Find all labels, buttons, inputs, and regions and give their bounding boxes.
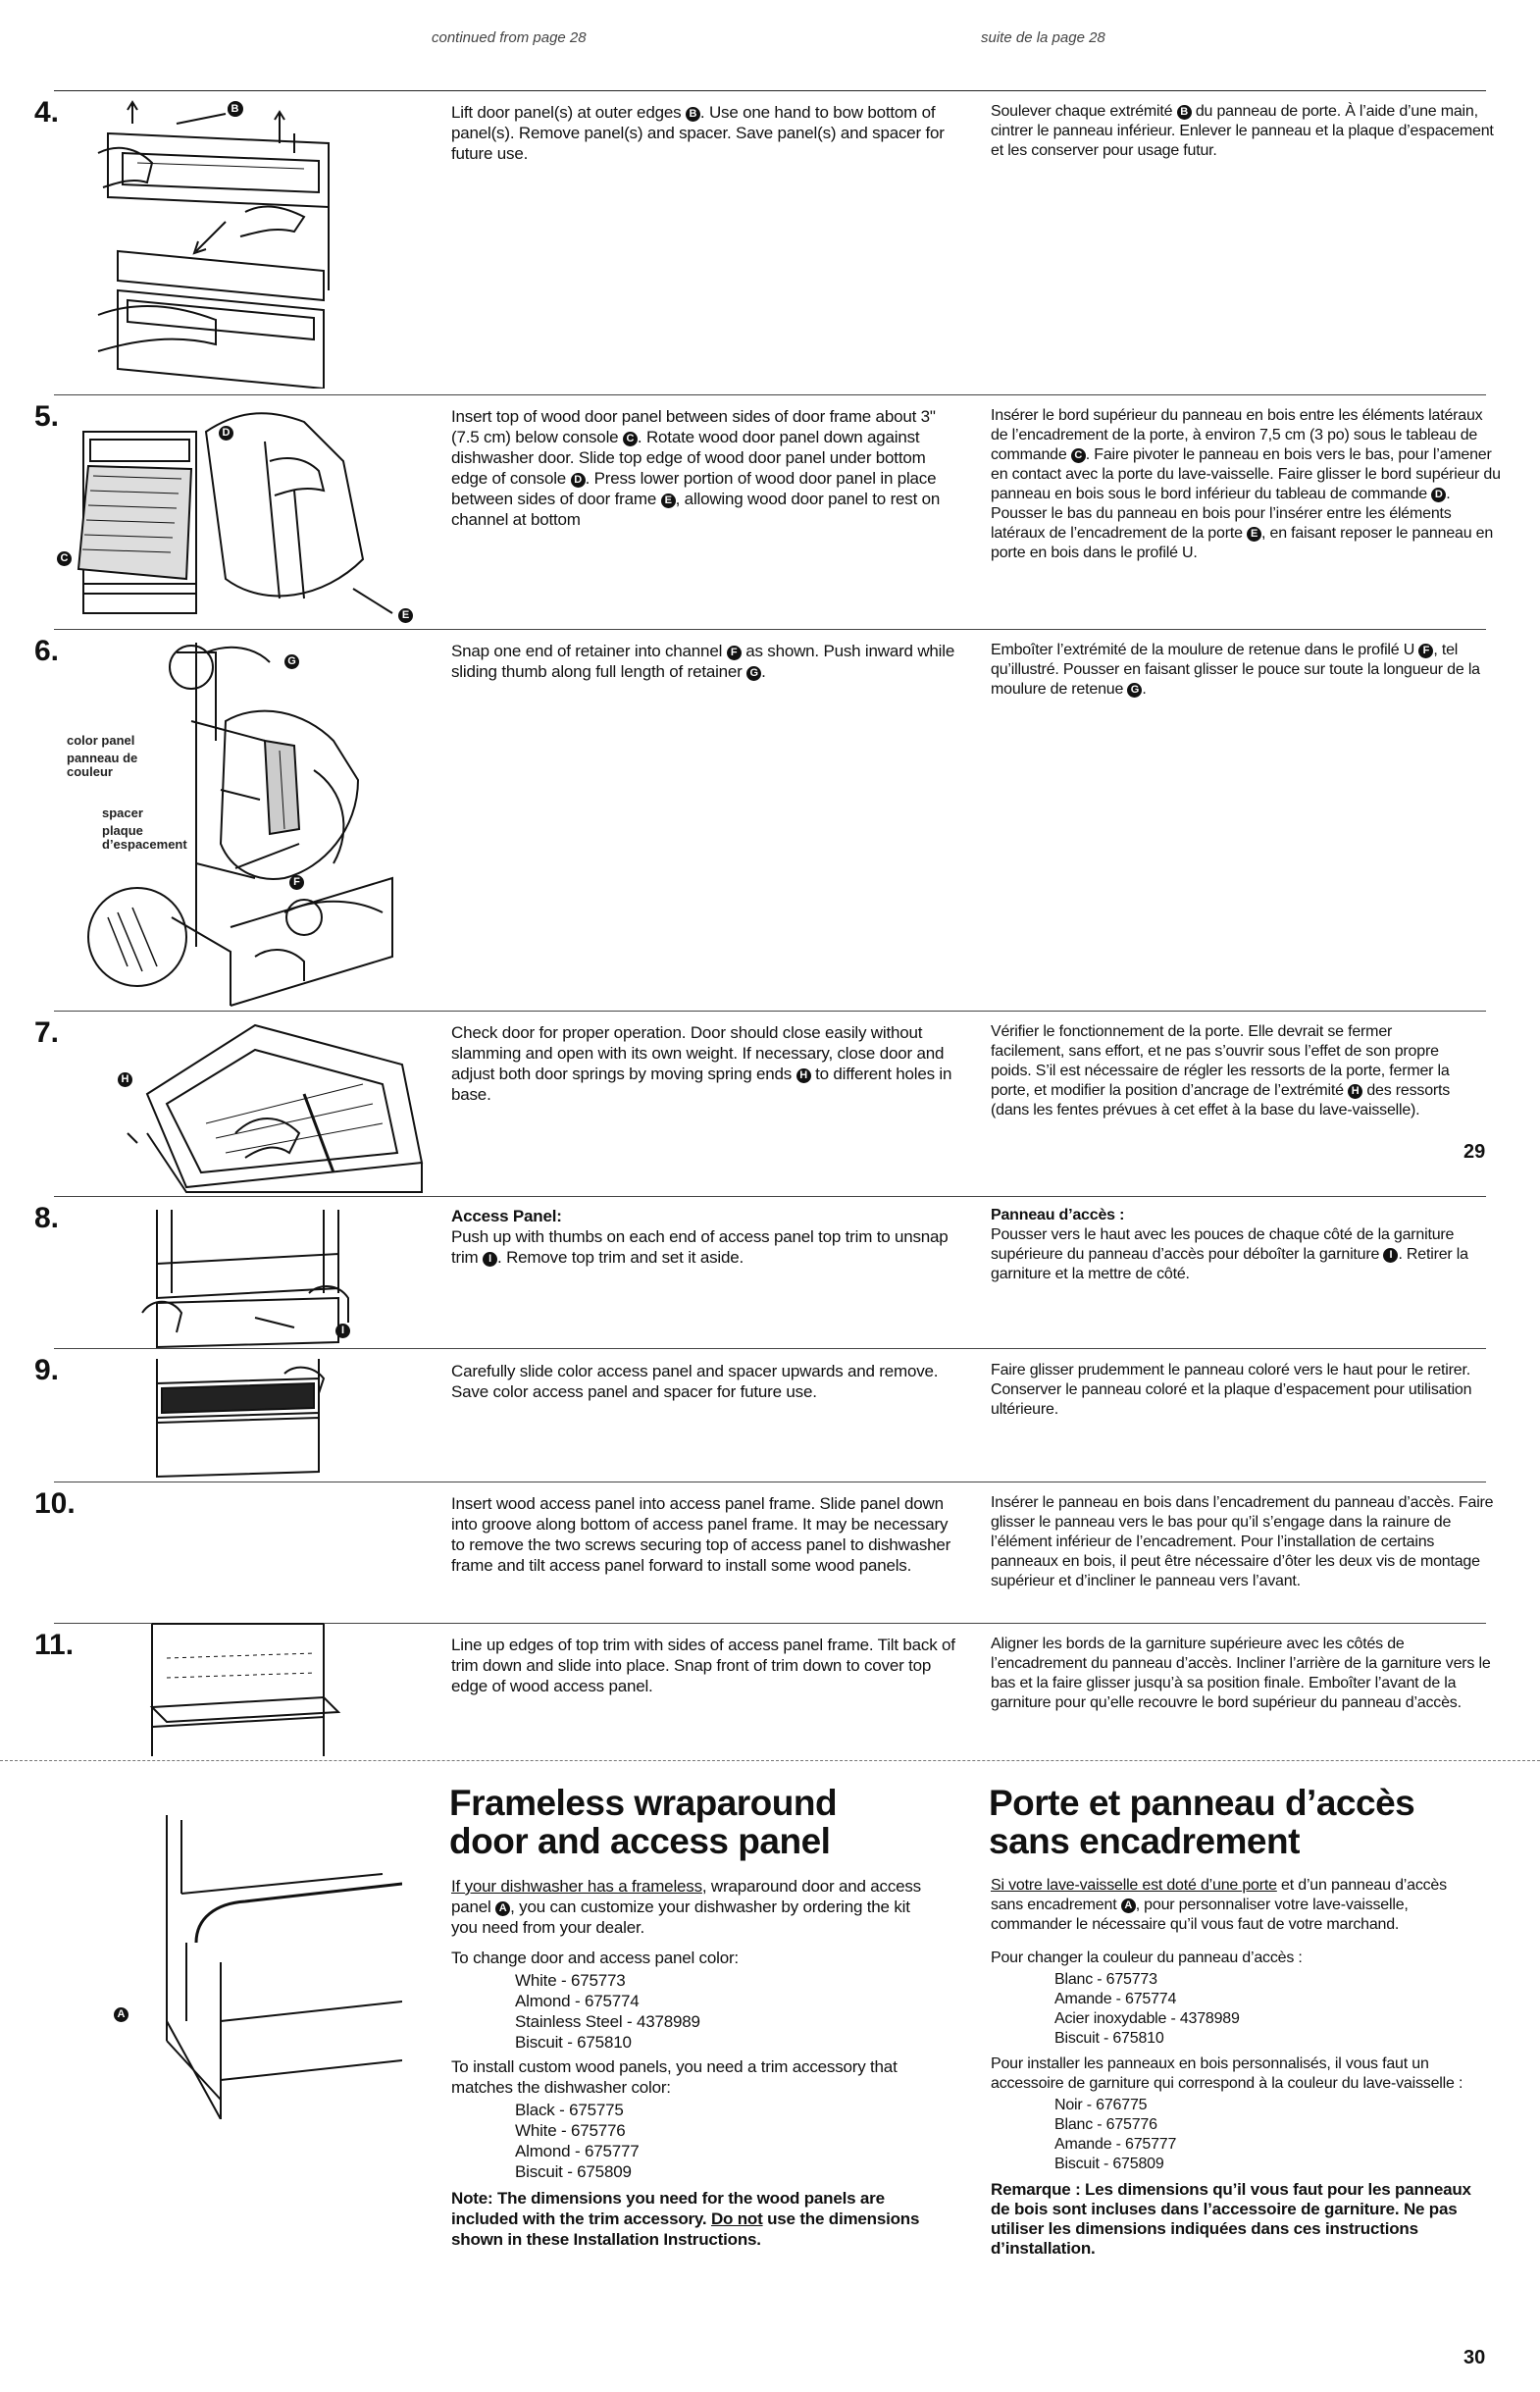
step-number-11: 11. [34, 1629, 75, 1661]
callout-g: G [746, 666, 761, 681]
step6-illustration [59, 633, 412, 1011]
step10-text-fr: Insérer le panneau en bois dans l’encadrement du panneau d’accès. Faire glisser le panneau vers le bas pour qu’il s’engage dans la rainure de l’élément inférieur de l’encadrement. Pour l’installation de certains panneaux en bois, il peut être nécessaire d’ôter les deux vis de montage supérieur et d’incliner le panneau vers l’avant. [991, 1494, 1494, 1589]
step5-text-fr: Insérer le bord supérieur du panneau en bois entre les éléments latéraux de l’encadrement de la porte, à environ 7,5 cm (3 po) sous le tableau de commande C . Faire pivoter le panneau en bois vers le bas, pour l’amener en contact avec la porte du lave-vaisselle. Faire glisser le bord supérieur du panneau en bois sous le bord inférieur du tableau de commande D . Pousser le bas du panneau en bois pour l’insérer entre les éléments latéraux de l’encadrement de la porte E , en faisant reposer le panneau en porte en bois dans le profilé U. [991, 407, 1501, 561]
color-panel-label-fr: panneau de couleur [67, 751, 138, 779]
step4-text-fr: Soulever chaque extrémité B du panneau de porte. À l’aide d’une main, cintrer le panneau inférieur. Enlever le panneau et la plaque d’espacement et les conserver pour usage futur. [991, 103, 1494, 159]
step7-text-en: Check door for proper operation. Door should close easily without slamming and open with its own weight. If necessary, close door and adjust both door springs by moving spring ends H to different holes in base. [451, 1023, 952, 1104]
step4-text-en: Lift door panel(s) at outer edges B . Use one hand to bow bottom of panel(s). Remove panel(s) and spacer. Save panel(s) and spacer for future use. [451, 103, 945, 163]
rule [54, 394, 1486, 395]
frameless-title-en: Frameless wraparound door and access panel [449, 1783, 838, 1861]
step-number-4: 4. [34, 96, 60, 129]
step5-illustration [60, 402, 422, 628]
access-panel-title-fr: Panneau d’accès : [991, 1207, 1125, 1223]
callout-b-marker: B [228, 102, 242, 117]
callout-d-marker: D [219, 426, 233, 441]
callout-g: G [1127, 683, 1142, 698]
step8-text-en: Access Panel: Push up with thumbs on each end of access panel top trim to unsnap trim I . Remove top trim and set it aside. [451, 1206, 961, 1268]
callout-h: H [1348, 1084, 1362, 1099]
frameless-illustration [108, 1795, 402, 2119]
callout-c: C [1071, 448, 1086, 463]
callout-i: I [483, 1252, 497, 1267]
callout-a-marker: A [114, 2007, 128, 2022]
spacer-label-en: spacer [102, 806, 143, 820]
rule [54, 90, 1486, 91]
callout-c-marker: C [57, 551, 72, 566]
callout-a: A [495, 1901, 510, 1916]
callout-g-marker: G [284, 654, 299, 669]
step6-text-en: Snap one end of retainer into channel F as shown. Push inward while sliding thumb along full length of retainer G . [451, 642, 955, 681]
step8-illustration [128, 1205, 363, 1352]
step7-text-fr: Vérifier le fonctionnement de la porte. Elle devrait se fermer facilement, sans effort, et ne pas s’ouvrir sous l’effet de son propre poids. S’il est nécessaire de régler les ressorts de la porte, fermer la porte, et modifier la position d’ancrage de l’extrémité H des ressorts (dans les fentes prévues à cet effet à la base du lave-vaisselle). [991, 1023, 1451, 1118]
step7-illustration [108, 1015, 432, 1207]
header-continued-fr: suite de la page 28 [981, 29, 1105, 46]
spacer-label-fr: plaque d’espacement [102, 823, 187, 852]
header-continued-en: continued from page 28 [432, 29, 587, 46]
callout-e-marker: E [398, 608, 413, 623]
callout-i: I [1383, 1248, 1398, 1263]
step-number-5: 5. [34, 400, 60, 433]
step5-text-en: Insert top of wood door panel between sides of door frame about 3" (7.5 cm) below console C . Rotate wood door panel down against dishwasher door. Slide top edge of wood door panel under bottom edge of console D . Press lower portion of wood door panel in place between sides of door frame E , allowing wood door panel to rest on channel at bottom [451, 407, 941, 529]
callout-h: H [796, 1068, 811, 1083]
callout-d: D [571, 473, 586, 488]
frameless-title-fr: Porte et panneau d’accès sans encadrement [989, 1783, 1415, 1861]
step-number-8: 8. [34, 1202, 60, 1234]
rule [54, 629, 1486, 630]
step9-illustration [137, 1354, 343, 1482]
rule [54, 1011, 1486, 1012]
step11-illustration [128, 1619, 353, 1761]
step-number-10: 10. [34, 1487, 76, 1520]
callout-b: B [686, 107, 700, 122]
callout-h-marker: H [118, 1072, 132, 1087]
step4-illustration [78, 94, 373, 389]
color-panel-label-en: color panel [67, 733, 135, 748]
step8-text-fr: Panneau d’accès : Pousser vers le haut avec les pouces de chaque côté de la garniture supérieure du panneau d’accès pour déboîter la garniture I . Retirer la garniture et la mettre de côté. [991, 1206, 1501, 1284]
frameless-text-en: If your dishwasher has a frameless, wraparound door and access panel A , you can customize your dishwasher by ordering the kit you need from your dealer. To change door and access panel color: White - 675773 Almond - 675774 Stainless Steel - 4378989 Biscuit - 675810 To install custom wood panels, you need a trim accessory that matches the dishwasher color: Black - 675775 White - 675776 Almond - 675777 Biscuit - 675809 Note: The dimensions you need for the wood panels are included with the trim accessory. Do not use the dimensions shown in these Installation Instructions. [451, 1877, 921, 2249]
step10-text-en: Insert wood access panel into access panel frame. Slide panel down into groove along bottom of access panel frame. It may be necessary to remove the two screws securing top of access panel to dishwasher frame and tilt access panel forward to install some wood panels. [451, 1494, 951, 1575]
callout-d: D [1431, 488, 1446, 502]
page-number-30: 30 [1463, 2347, 1486, 2368]
step-number-9: 9. [34, 1354, 60, 1386]
callout-c: C [623, 432, 638, 446]
step11-text-en: Line up edges of top trim with sides of access panel frame. Tilt back of trim down and slide into place. Snap front of trim down to cover top edge of wood access panel. [451, 1636, 955, 1695]
callout-e: E [1247, 527, 1261, 542]
step11-text-fr: Aligner les bords de la garniture supérieure avec les côtés de l’encadrement du panneau d’accès. Incliner l’arrière de la garniture vers le bas et la faire glisser jusqu’à sa position finale. Emboîter l’avant de la garniture pour qu’elle recouvre le bord supérieur du panneau d’accès. [991, 1636, 1491, 1711]
frameless-text-fr: Si votre lave-vaisselle est doté d’une porte et d’un panneau d’accès sans encadrement A , pour personnaliser votre lave-vaisselle, commander le nécessaire qu’il vous faut de votre marchand. Pour changer la couleur du panneau d’accès : Blanc - 675773 Amande - 675774 Acier inoxydable - 4378989 Biscuit - 675810 Pour installer les panneaux en bois personnalisés, il vous faut un accessoire de garniture qui correspond à la couleur du lave-vaisselle : Noir - 676775 Blanc - 675776 Amande - 675777 Biscuit - 675809 Remarque : Les dimensions qu’il vous faut pour les panneaux de bois sont incluses dans l’accessoire de garniture. Ne pas utiliser les dimensions indiquées dans ces instructions d’installation. [991, 1877, 1471, 2258]
step6-text-fr: Emboîter l’extrémité de la moulure de retenue dans le profilé U F , tel qu’illustré. Pousser en faisant glisser le pouce sur toute la longueur de la moulure de retenue G . [991, 642, 1480, 698]
callout-i-marker: I [335, 1324, 350, 1338]
callout-b: B [1177, 105, 1192, 120]
step9-text-en: Carefully slide color access panel and spacer upwards and remove. Save color access panel and spacer for future use. [451, 1362, 939, 1401]
step9-text-fr: Faire glisser prudemment le panneau coloré vers le haut pour le retirer. Conserver le panneau coloré et la plaque d’espacement pour utilisation ultérieure. [991, 1362, 1472, 1418]
callout-f-marker: F [289, 875, 304, 890]
step-number-7: 7. [34, 1016, 60, 1049]
callout-e: E [661, 494, 676, 508]
page-number-29: 29 [1463, 1141, 1486, 1163]
callout-a: A [1121, 1898, 1136, 1913]
callout-f: F [727, 646, 742, 660]
access-panel-title: Access Panel: [451, 1207, 562, 1225]
callout-f: F [1418, 644, 1433, 658]
step-number-6: 6. [34, 635, 60, 667]
